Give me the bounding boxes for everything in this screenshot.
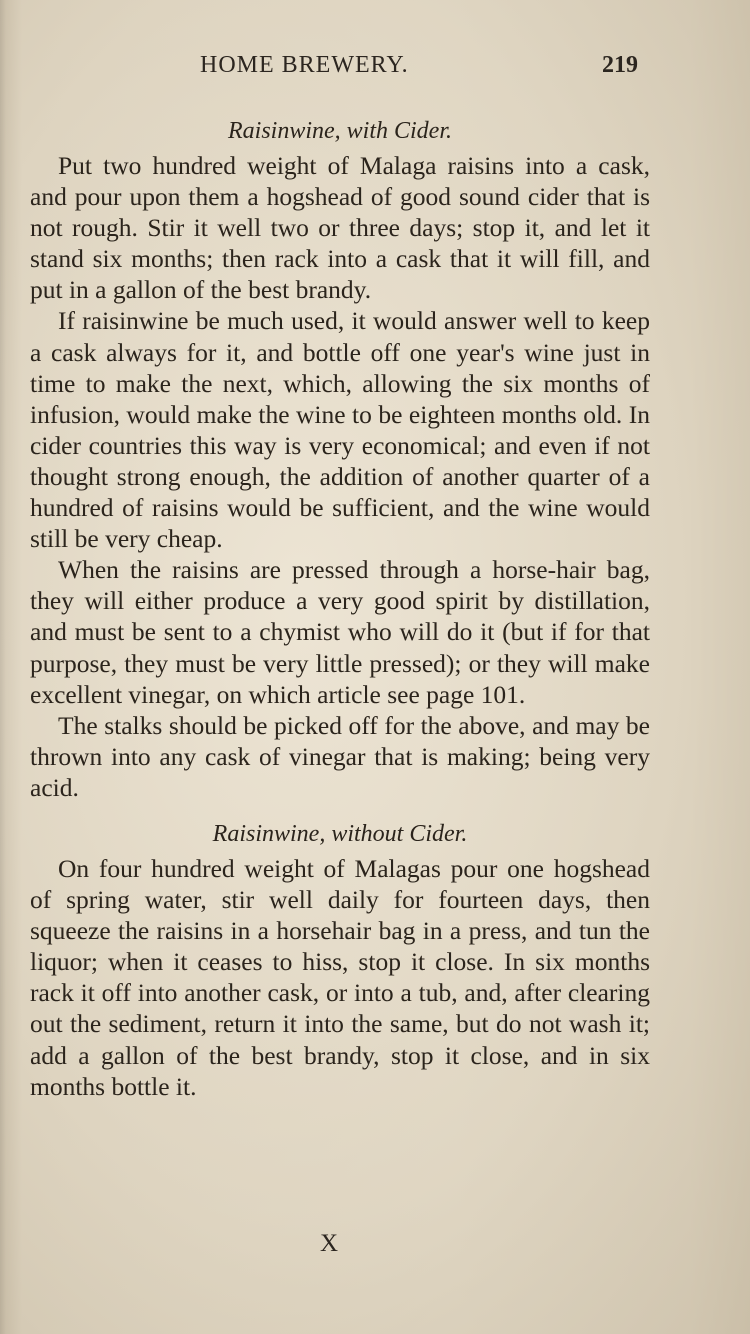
- section-heading-with-cider: Raisinwine, with Cider.: [227, 118, 452, 144]
- page-number: 219: [602, 52, 638, 78]
- signature-mark: X: [320, 1230, 339, 1257]
- section-heading-without-cider: Raisinwine, without Cider.: [212, 820, 468, 847]
- paragraph: If raisinwine be much used, it would answer well to keep a cask always for it, and bottle off one year's wine just in time to make the next, which, allowing the six months of infusion, would make the wine to be eighteen months old. In cider countries this way is very economical; and even if not thought strong enough, the addition of another quarter of a hundred of raisins would be sufficient, and the wine would still be very cheap.: [30, 306, 650, 554]
- page-header: [30, 52, 650, 92]
- paragraph: The stalks should be picked off for the above, and may be thrown into any cask of vinegar that is making; being very acid.: [30, 710, 650, 802]
- paragraph: Put two hundred weight of Malaga raisins into a cask, and pour upon them a hogshead of good sound cider that is not rough. Stir it well two or three days; stop it, and let it stand six months; then rack into a cask that it will fill, and put in a gallon of the best brandy.: [30, 151, 650, 305]
- paragraph: On four hundred weight of Malagas pour one hogshead of spring water, stir well daily for fourteen days, then squeeze the raisins in a horsehair bag in a press, and tun the liquor; when it ceases to hiss, stop it close. In six months rack it off into another cask, or into a tub, and, after clearing out the sediment, return it into the same, but do not wash it; add a gallon of the best brandy, stop it close, and in six months bottle it.: [30, 853, 650, 1101]
- running-head: HOME BREWERY.: [200, 52, 409, 78]
- body-text: [30, 112, 650, 1102]
- paragraph: When the raisins are pressed through a horse-hair bag, they will either produce a very good spirit by distillation, and must be sent to a chymist who will do it (but if for that purpose, they must be very little pressed); or they will make excellent vinegar, on which article see page 101.: [30, 555, 650, 709]
- section-gap: [30, 803, 650, 815]
